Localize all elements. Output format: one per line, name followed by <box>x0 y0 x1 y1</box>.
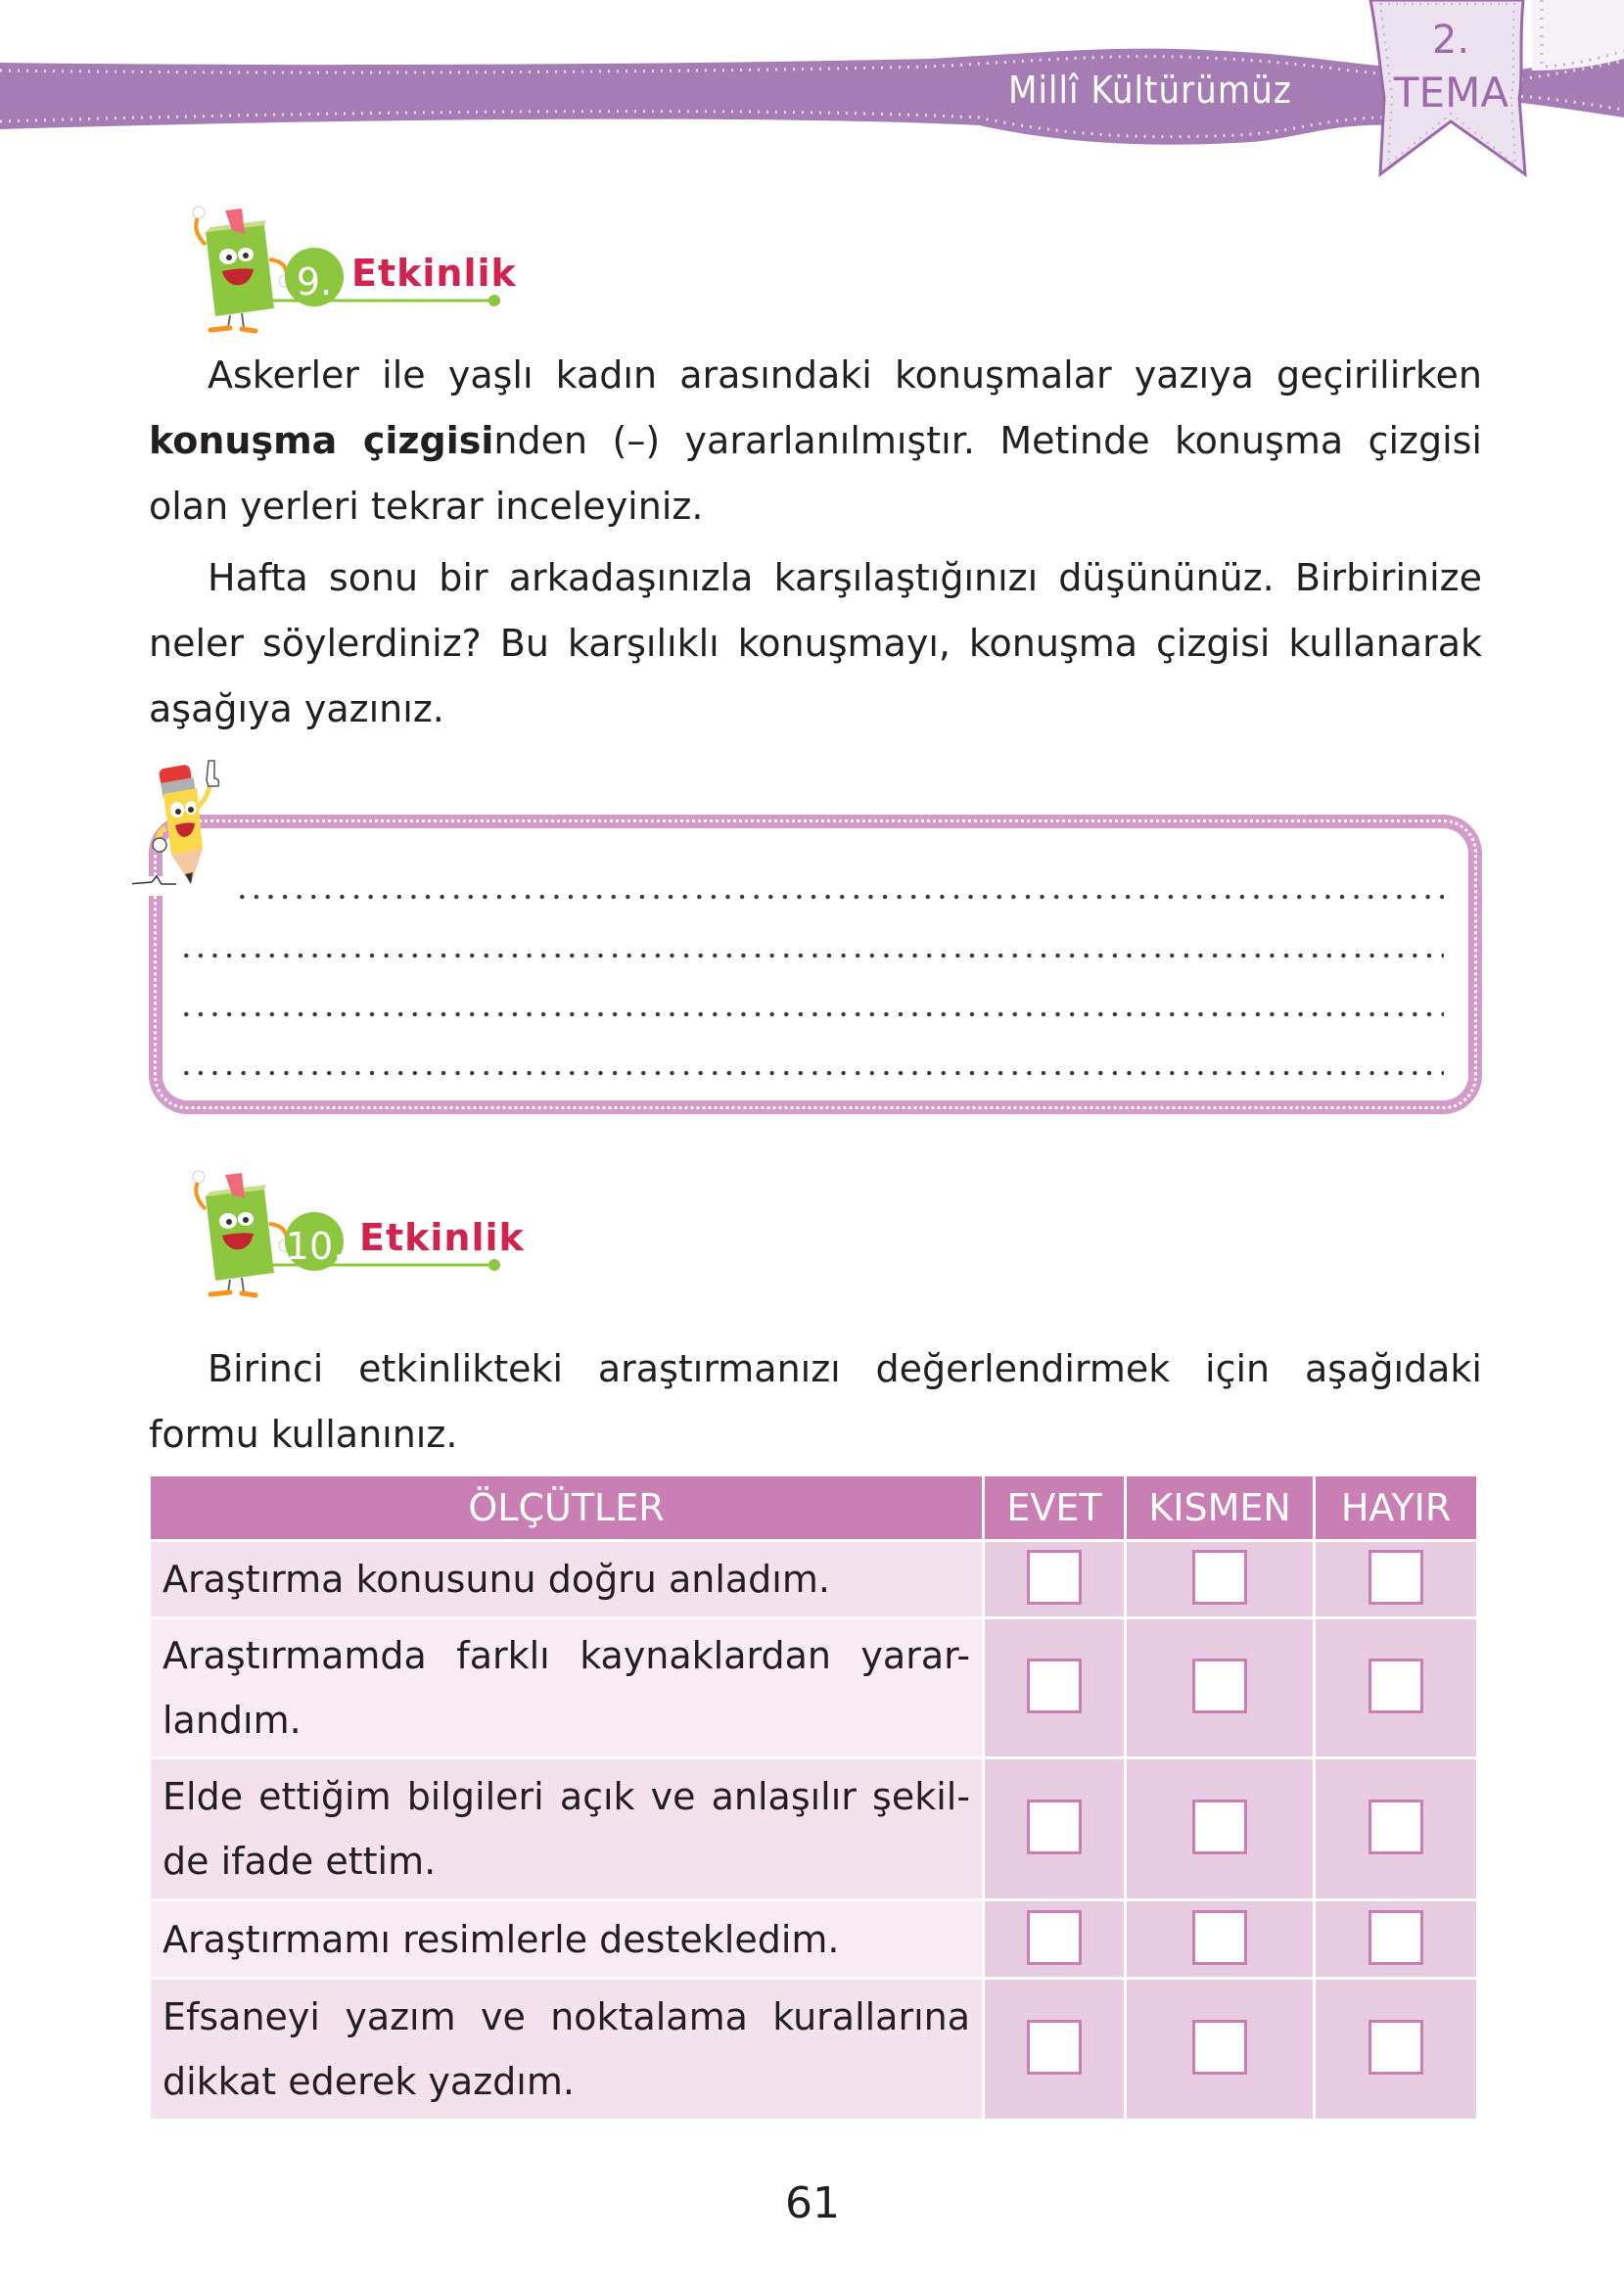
table-row <box>151 1542 1476 1616</box>
activity-9-instruction-1 <box>149 343 1482 539</box>
criterion-text: Efsaneyi yazım ve noktalama kurallarına dikkat ederek yazdım. <box>151 1980 982 2119</box>
instruction-text: nden (–) yararlanılmıştır. Metinde konuşma çizgisi olan yerleri tekrar inceleyiniz. <box>149 419 1482 528</box>
page-number: 61 <box>785 2178 840 2228</box>
checkbox-evet[interactable] <box>1027 1550 1082 1605</box>
header-hayir: HAYIR <box>1316 1476 1476 1539</box>
checkbox-kismen[interactable] <box>1192 1550 1247 1605</box>
writing-line-4[interactable] <box>179 1070 1444 1076</box>
evaluation-table <box>148 1473 1479 2122</box>
table-row <box>151 1901 1476 1977</box>
pencil-mascot-icon <box>132 759 240 896</box>
checkbox-evet[interactable] <box>1027 2020 1082 2075</box>
writing-line-1[interactable] <box>235 894 1444 900</box>
activity-label: Etkinlik <box>359 1216 525 1259</box>
checkbox-evet[interactable] <box>1027 1910 1082 1965</box>
checkbox-evet[interactable] <box>1027 1659 1082 1713</box>
theme-banner <box>0 0 1624 186</box>
instruction-text: Hafta sonu bir arkadaşınızla karşılaştığınızı düşününüz. Birbirinize neler söylerdiniz? Bu karşılıklı konuşmayı, konuşma çizgisi kullanarak aşağıya yazınız. <box>149 556 1482 730</box>
section-title: Millî Kültürümüz <box>1008 69 1292 112</box>
checkbox-hayir[interactable] <box>1369 2020 1423 2075</box>
checkbox-hayir[interactable] <box>1369 1659 1423 1713</box>
activity-number: 10. <box>285 1225 346 1268</box>
table-header-row <box>151 1476 1476 1539</box>
checkbox-hayir[interactable] <box>1369 1550 1423 1605</box>
checkbox-kismen[interactable] <box>1192 1910 1247 1965</box>
banner-ribbon-graphic <box>0 0 1624 186</box>
instruction-text: Birinci etkinlikteki araştırmanızı değerlendirmek için aşağıdaki formu kullanınız. <box>149 1347 1482 1456</box>
table-row <box>151 1619 1476 1756</box>
criterion-text: Araştırmamı resimlerle destekledim. <box>151 1901 982 1977</box>
activity-10-instruction <box>149 1336 1482 1468</box>
criterion-text: Araştırmamda farklı kaynaklardan yarar-landım. <box>151 1619 982 1756</box>
activity-label: Etkinlik <box>351 252 517 295</box>
activity-9-header <box>171 201 524 338</box>
writing-line-2[interactable] <box>179 953 1444 958</box>
checkbox-evet[interactable] <box>1027 1800 1082 1854</box>
instruction-text: Askerler ile yaşlı kadın arasındaki konuşmalar yazıya geçirilirken <box>208 353 1482 397</box>
writing-line-3[interactable] <box>179 1011 1444 1017</box>
theme-label: TEMA <box>1393 69 1509 117</box>
checkbox-hayir[interactable] <box>1369 1910 1423 1965</box>
checkbox-kismen[interactable] <box>1192 2020 1247 2075</box>
header-kismen: KISMEN <box>1127 1476 1313 1539</box>
header-criteria: ÖLÇÜTLER <box>151 1476 982 1539</box>
header-evet: EVET <box>985 1476 1124 1539</box>
activity-10-header <box>171 1165 524 1302</box>
checkbox-kismen[interactable] <box>1192 1800 1247 1854</box>
table-row <box>151 1980 1476 2119</box>
checkbox-hayir[interactable] <box>1369 1800 1423 1854</box>
checkbox-kismen[interactable] <box>1192 1659 1247 1713</box>
theme-number: 2. <box>1431 18 1470 63</box>
criterion-text: Elde ettiğim bilgileri açık ve anlaşılır şekil-de ifade ettim. <box>151 1759 982 1898</box>
activity-9-instruction-2 <box>149 545 1482 742</box>
table-row <box>151 1759 1476 1898</box>
criterion-text: Araştırma konusunu doğru anladım. <box>151 1542 982 1616</box>
activity-number: 9. <box>296 260 333 304</box>
bold-term: konuşma çizgisi <box>149 419 494 462</box>
